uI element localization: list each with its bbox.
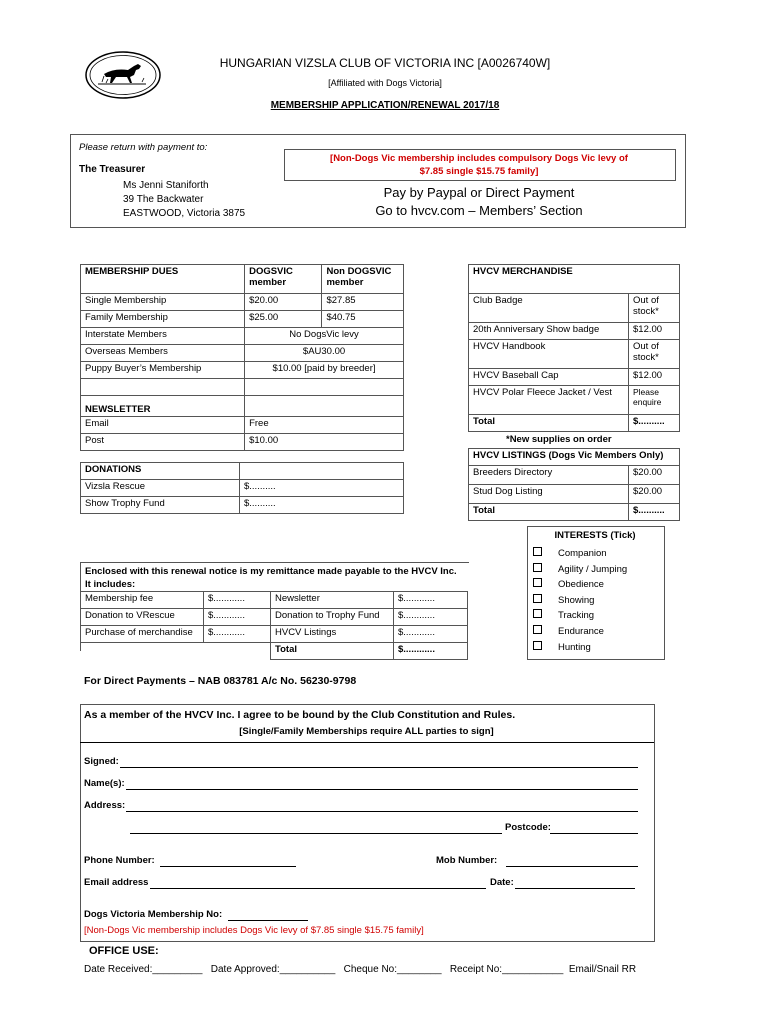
table-row — [81, 311, 404, 328]
spacer-cell — [204, 643, 271, 660]
remit-value[interactable]: $............ — [204, 626, 271, 643]
office-heading: OFFICE USE: — [89, 945, 159, 957]
address-label: Address: — [84, 800, 126, 811]
table-row — [469, 265, 680, 294]
interest-label: Agility / Jumping — [558, 563, 628, 575]
dues-label: Overseas Members — [81, 345, 245, 362]
table-row — [469, 485, 680, 504]
table-row — [81, 396, 404, 417]
merch-value: Out of stock* — [629, 294, 680, 323]
remit-value[interactable]: $............ — [204, 592, 271, 609]
levy-note-1: [Non-Dogs Vic membership includes compulsory Dogs Vic levy of — [330, 153, 628, 164]
table-row — [81, 497, 404, 514]
table-row — [469, 504, 680, 521]
interest-label: Showing — [558, 594, 595, 606]
table-row — [81, 417, 404, 434]
checkbox[interactable] — [533, 578, 542, 587]
merch-label: 20th Anniversary Show badge — [469, 323, 629, 340]
merch-value: $12.00 — [629, 323, 680, 340]
table-row — [81, 379, 404, 396]
interest-label: Obedience — [558, 579, 604, 591]
remit-value[interactable]: $............ — [394, 592, 468, 609]
interest-item[interactable] — [533, 625, 627, 641]
merch-note: *New supplies on order — [506, 434, 612, 445]
table-row — [81, 294, 404, 311]
donation-value[interactable]: $.......... — [240, 480, 404, 497]
remit-label: Newsletter — [271, 592, 394, 609]
table-row — [469, 294, 680, 323]
table-row — [469, 369, 680, 386]
dues-value: $20.00 — [245, 294, 322, 311]
checkbox[interactable] — [533, 547, 542, 556]
listings-total-value[interactable]: $.......... — [629, 504, 680, 521]
newsletter-label: Email — [81, 417, 245, 434]
table-row — [81, 463, 404, 480]
address-line-2: 39 The Backwater — [123, 194, 204, 205]
table-row — [81, 345, 404, 362]
affiliation: [Affiliated with Dogs Victoria] — [328, 78, 442, 88]
listing-value: $20.00 — [629, 485, 680, 504]
remit-total-value[interactable]: $............ — [394, 643, 468, 660]
merch-total-label: Total — [469, 415, 629, 432]
dues-value: $25.00 — [245, 311, 322, 328]
dues-label: Puppy Buyer’s Membership — [81, 362, 245, 379]
donations-heading: DONATIONS — [81, 463, 240, 480]
remit-label: HVCV Listings — [271, 626, 394, 643]
club-title: HUNGARIAN VIZSLA CLUB OF VICTORIA INC [A0026740W] — [219, 56, 551, 70]
dv-no-label: Dogs Victoria Membership No: — [84, 909, 223, 920]
dues-label: Family Membership — [81, 311, 245, 328]
remit-label: Membership fee — [81, 592, 204, 609]
merch-label: HVCV Polar Fleece Jacket / Vest — [469, 386, 629, 415]
phone-field[interactable] — [160, 866, 296, 867]
interest-item[interactable] — [533, 609, 627, 625]
address-line-1: Ms Jenni Staniforth — [123, 180, 209, 191]
interest-item[interactable] — [533, 547, 627, 563]
signed-field[interactable] — [120, 767, 638, 768]
listings-total-label: Total — [469, 504, 629, 521]
donation-label: Vizsla Rescue — [81, 480, 240, 497]
office-line: Date Received:_________ Date Approved:__________ Cheque No:________ Receipt No:___________ Email/Snail RR — [84, 964, 637, 975]
dues-dogsvic-heading: DOGSVIC member — [245, 265, 322, 294]
remit-line-2: It includes: — [85, 579, 136, 590]
interest-label: Companion — [558, 548, 607, 559]
dues-value: No DogsVic levy — [245, 328, 404, 345]
membership-dues-table — [80, 264, 404, 451]
remittance-table — [80, 591, 468, 660]
date-label: Date: — [490, 877, 514, 888]
spacer-cell — [81, 643, 204, 660]
table-row — [81, 592, 468, 609]
merch-label: HVCV Handbook — [469, 340, 629, 369]
newsletter-label: Post — [81, 434, 245, 451]
checkbox[interactable] — [533, 625, 542, 634]
pay-line-1: Pay by Paypal or Direct Payment — [383, 185, 575, 200]
email-field[interactable] — [150, 888, 486, 889]
remit-total-label: Total — [271, 643, 394, 660]
listings-heading: HVCV LISTINGS (Dogs Vic Members Only) — [469, 449, 680, 466]
table-row — [469, 415, 680, 432]
table-row — [81, 643, 468, 660]
newsletter-heading: NEWSLETTER — [81, 396, 245, 417]
table-row — [469, 340, 680, 369]
checkbox[interactable] — [533, 641, 542, 650]
donation-label: Show Trophy Fund — [81, 497, 240, 514]
recipient: The Treasurer — [79, 164, 146, 175]
table-row — [81, 362, 404, 379]
merch-value: Out of stock* — [629, 340, 680, 369]
names-label: Name(s): — [84, 778, 125, 789]
remit-line-1: Enclosed with this renewal notice is my remittance made payable to the HVCV Inc. — [85, 566, 457, 577]
address-line-3: EASTWOOD, Victoria 3875 — [123, 208, 246, 219]
table-row — [81, 626, 468, 643]
interest-label: Hunting — [558, 641, 591, 653]
table-row — [81, 328, 404, 345]
donations-table — [80, 462, 404, 514]
dues-value: $10.00 [paid by breeder] — [245, 362, 404, 379]
address-field-2[interactable] — [130, 833, 502, 834]
merch-label: Club Badge — [469, 294, 629, 323]
merch-value: $12.00 — [629, 369, 680, 386]
dues-value: $40.75 — [322, 311, 404, 328]
checkbox[interactable] — [533, 594, 542, 603]
agree-line-2: [Single/Family Memberships require ALL parties to sign] — [239, 726, 494, 737]
newsletter-value: $10.00 — [245, 434, 404, 451]
dv-note: [Non-Dogs Vic membership includes Dogs Vic levy of $7.85 single $15.75 family] — [84, 925, 424, 936]
email-label: Email address — [84, 877, 149, 888]
form-title: MEMBERSHIP APPLICATION/RENEWAL 2017/18 — [270, 100, 500, 111]
merch-label: HVCV Baseball Cap — [469, 369, 629, 386]
spacer-cell — [245, 379, 404, 396]
spacer-cell — [240, 463, 404, 480]
donation-value[interactable]: $.......... — [240, 497, 404, 514]
checkbox[interactable] — [533, 563, 542, 572]
merch-heading: HVCV MERCHANDISE — [469, 265, 680, 294]
dues-value: $AU30.00 — [245, 345, 404, 362]
table-row — [81, 434, 404, 451]
interest-item[interactable] — [533, 594, 627, 610]
merch-value: Please enquire — [629, 386, 680, 415]
phone-label: Phone Number: — [84, 855, 155, 866]
spacer-cell — [81, 379, 245, 396]
newsletter-value: Free — [245, 417, 404, 434]
table-row — [469, 386, 680, 415]
interest-label: Tracking — [558, 610, 595, 622]
signed-label: Signed: — [84, 756, 119, 767]
postcode-field[interactable] — [550, 833, 638, 834]
agree-divider — [80, 742, 654, 743]
interests-heading: INTERESTS (Tick) — [554, 530, 636, 541]
merchandise-table — [468, 264, 680, 432]
date-field[interactable] — [515, 888, 635, 889]
dues-value: $27.85 — [322, 294, 404, 311]
remit-value[interactable]: $............ — [394, 626, 468, 643]
table-row — [469, 323, 680, 340]
remit-label: Donation to VRescue — [81, 609, 204, 626]
table-row — [469, 449, 680, 466]
direct-payment-info: For Direct Payments – NAB 083781 A/c No. 56230-9798 — [84, 675, 357, 687]
dues-label: Single Membership — [81, 294, 245, 311]
interest-item[interactable] — [533, 641, 627, 657]
dv-no-field[interactable] — [228, 920, 308, 921]
checkbox[interactable] — [533, 609, 542, 618]
return-heading: Please return with payment to: — [79, 142, 208, 153]
listing-value: $20.00 — [629, 466, 680, 485]
listing-label: Breeders Directory — [469, 466, 629, 485]
names-field[interactable] — [126, 789, 638, 790]
remit-label: Donation to Trophy Fund — [271, 609, 394, 626]
mob-label: Mob Number: — [436, 855, 498, 866]
table-row — [81, 480, 404, 497]
remit-label: Purchase of merchandise — [81, 626, 204, 643]
table-row — [81, 609, 468, 626]
dues-heading: MEMBERSHIP DUES — [81, 265, 245, 294]
mob-field[interactable] — [506, 866, 638, 867]
remit-value[interactable]: $............ — [394, 609, 468, 626]
listings-table — [468, 448, 680, 521]
interest-item[interactable] — [533, 578, 627, 594]
remit-value[interactable]: $............ — [204, 609, 271, 626]
interest-label: Endurance — [558, 625, 604, 637]
dues-label: Interstate Members — [81, 328, 245, 345]
pay-line-2: Go to hvcv.com – Members’ Section — [375, 203, 583, 218]
postcode-label: Postcode: — [505, 822, 551, 833]
merch-total-value[interactable]: $.......... — [629, 415, 680, 432]
address-field[interactable] — [126, 811, 638, 812]
interests-list — [533, 547, 627, 656]
listing-label: Stud Dog Listing — [469, 485, 629, 504]
dues-nondogsvic-heading: Non DOGSVIC member — [322, 265, 404, 294]
agreement-box — [80, 704, 655, 942]
table-row — [469, 466, 680, 485]
agree-line-1: As a member of the HVCV Inc. I agree to be bound by the Club Constitution and Rules. — [84, 709, 516, 721]
spacer-cell — [245, 396, 404, 417]
levy-note-2: $7.85 single $15.75 family] — [419, 166, 539, 177]
interest-item[interactable] — [533, 563, 627, 579]
